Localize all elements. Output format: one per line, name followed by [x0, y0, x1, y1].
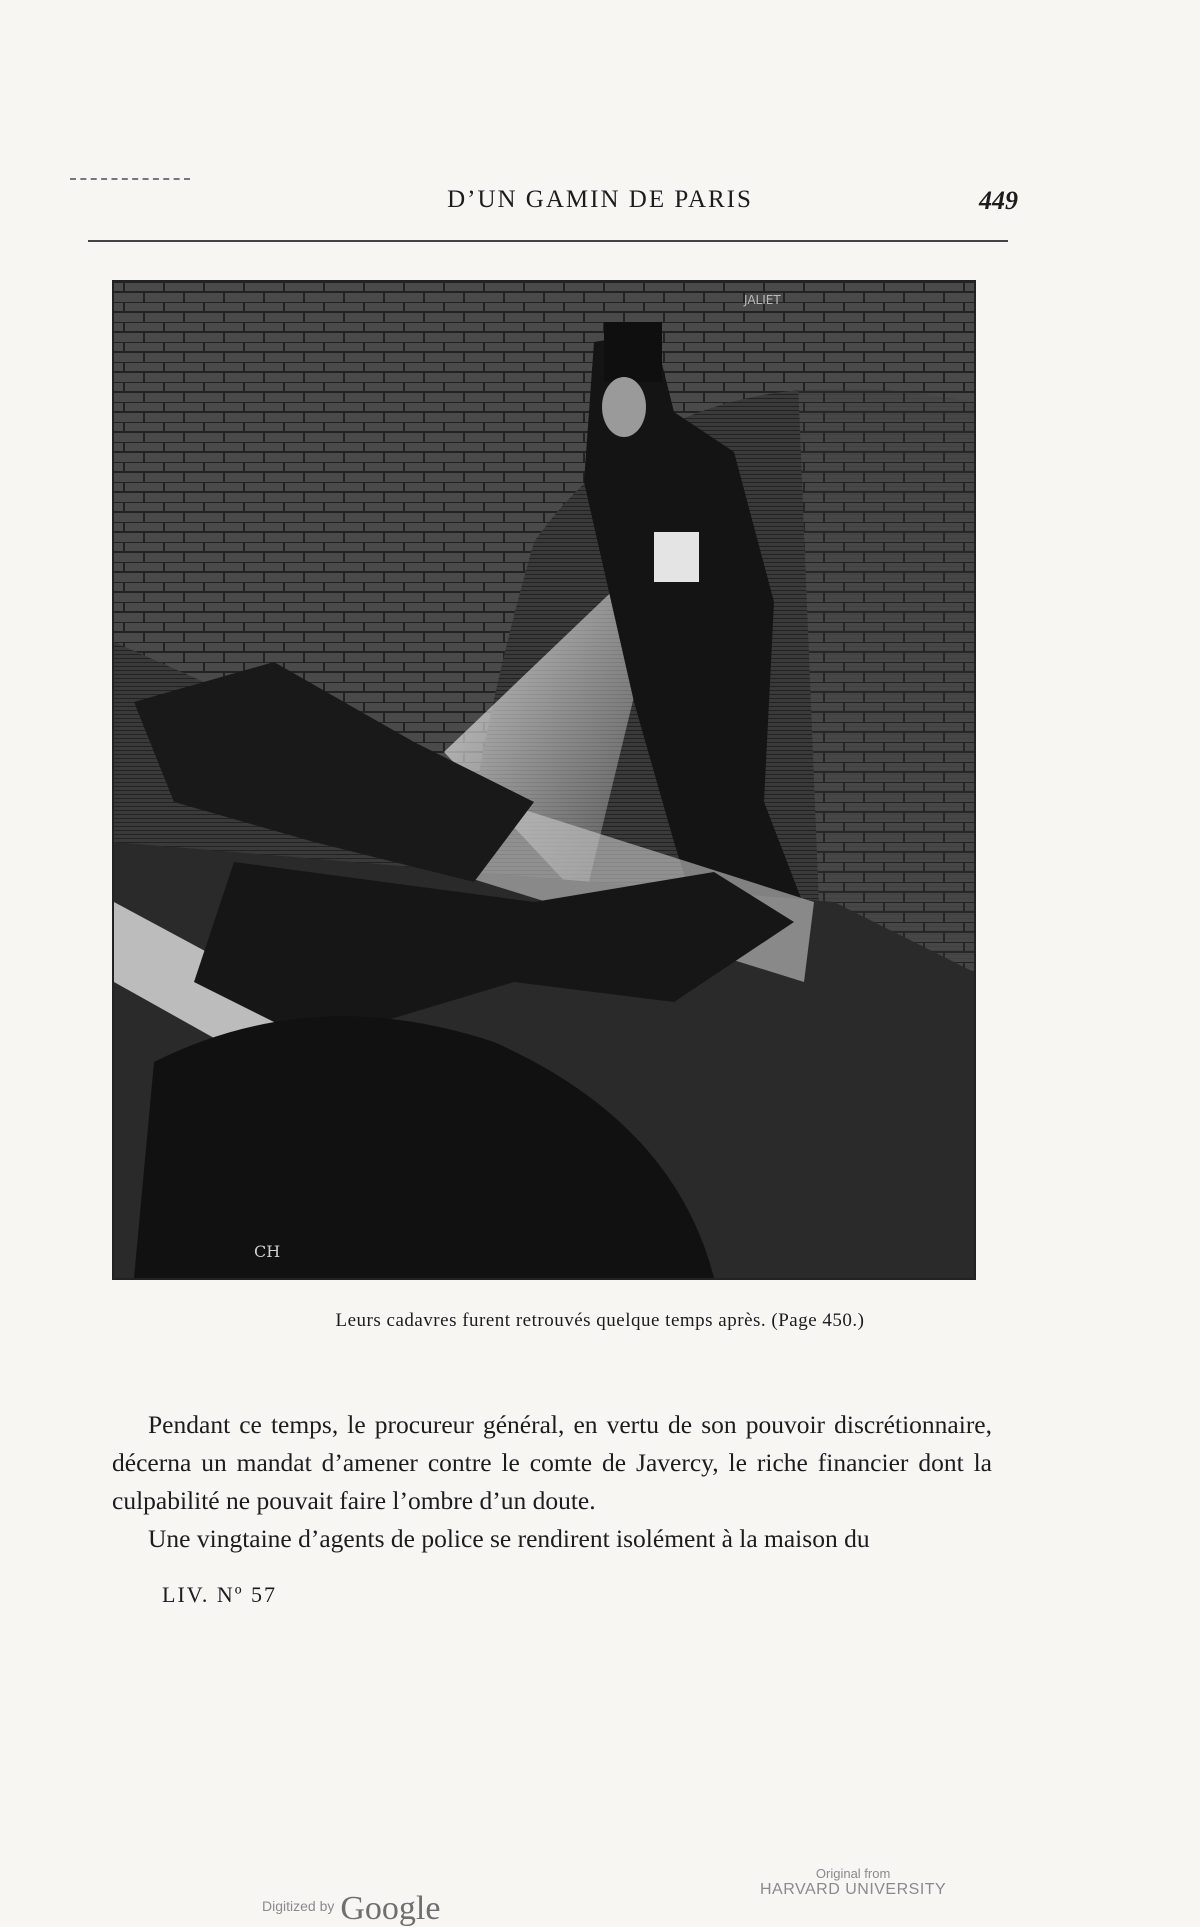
decorative-dash: [70, 178, 190, 180]
original-from-label: Original from: [815, 1866, 891, 1881]
institution-name: HARVARD UNIVERSITY: [760, 1881, 947, 1898]
top-hat: [604, 322, 662, 382]
running-head: [0, 186, 1200, 226]
engraver-signature: JALIET: [744, 293, 781, 307]
paragraph: Pendant ce temps, le procureur général, en vertu de son pouvoir discrétionnaire, décerna un mandat d’amener contre le comte de Javercy, le riche financier dont la culpabilité ne pouvait faire l’ombre d’un doute.: [112, 1410, 992, 1515]
face: [602, 377, 646, 437]
digitized-by-notice: [262, 1882, 441, 1927]
google-logo-text: Google: [340, 1890, 441, 1927]
body-text: [112, 1406, 992, 1558]
signature-mark: LIV. Nº 57: [162, 1582, 278, 1607]
header-rule: [88, 240, 1008, 242]
artist-monogram: CH: [254, 1242, 281, 1261]
running-title: D’UN GAMIN DE PARIS: [447, 186, 753, 213]
original-from-notice: [760, 1866, 946, 1899]
illustration-caption: Leurs cadavres furent retrouvés quelque temps après. (Page 450.): [335, 1310, 865, 1331]
digitized-by-label: Digitized by: [262, 1898, 335, 1914]
sewer-scene-drawing: [114, 282, 974, 1278]
paragraph: Une vingtaine d’agents de police se rendirent isolément à la maison du: [148, 1524, 870, 1553]
engraving-illustration: [112, 280, 976, 1280]
page-number: 449: [979, 186, 1018, 215]
lantern: [654, 532, 699, 582]
